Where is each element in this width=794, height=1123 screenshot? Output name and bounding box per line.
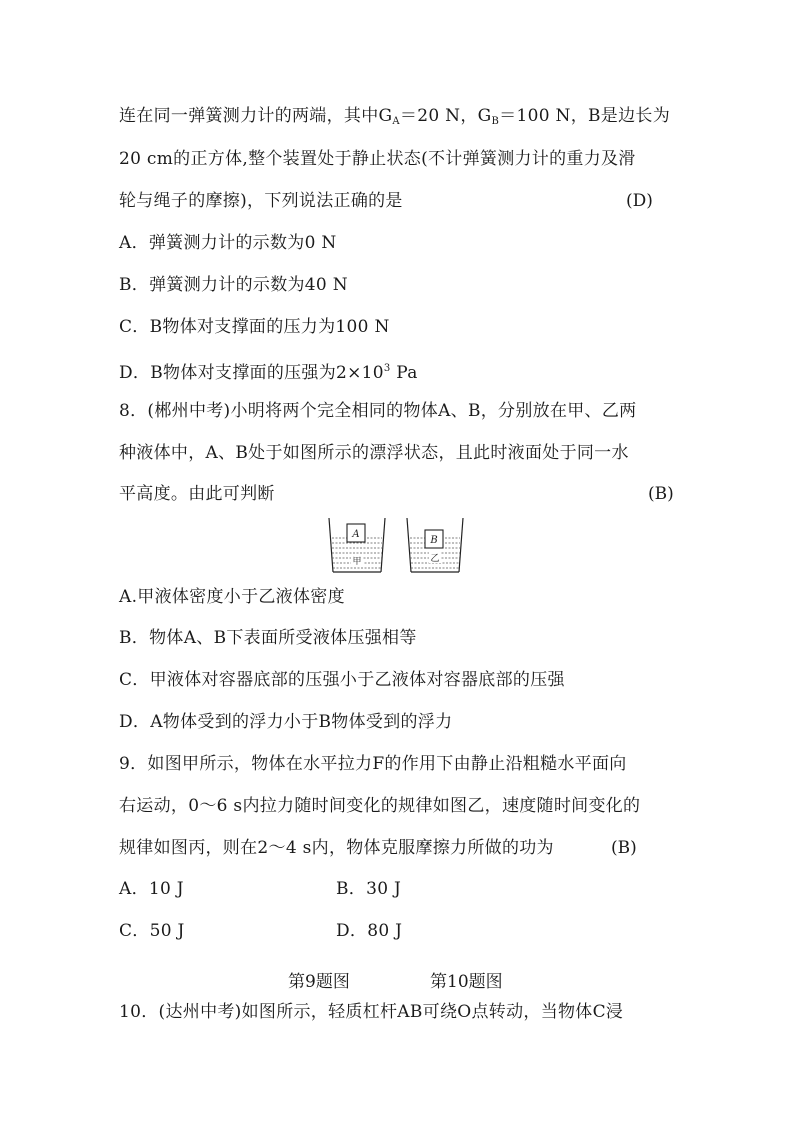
q10-line-1: 10．(达州中考)如图所示，轻质杠杆AB可绕O点转动，当物体C浸	[119, 1002, 624, 1022]
q7-answer: (D)	[626, 191, 653, 211]
caption-fig10: 第10题图	[430, 972, 503, 992]
block-b-label: B	[430, 535, 438, 546]
q7-option-d: D．B物体对支撑面的压强为$2\times 10^3$ Pa	[119, 363, 418, 383]
q8-option-d: D．A物体受到的浮力小于B物体受到的浮力	[119, 712, 453, 732]
q7-option-c: C．B物体对支撑面的压力为100 N	[119, 317, 390, 337]
q9-line-1: 9．如图甲所示，物体在水平拉力F的作用下由静止沿粗糙水平面向	[119, 754, 627, 774]
q9-line-3: 规律如图丙，则在2～4 s内，物体克服摩擦力所做的功为	[119, 838, 554, 858]
q7-option-b: B．弹簧测力计的示数为40 N	[119, 275, 348, 295]
q8-option-b: B．物体A、B下表面所受液体压强相等	[119, 628, 417, 648]
q7-line-1: 连在同一弹簧测力计的两端，其中$G_A=20$ N，$G_B=100$ N，B是边长为	[119, 106, 670, 127]
block-a-label: A	[352, 529, 360, 540]
q8-line-3: 平高度。由此可判断	[119, 484, 275, 504]
caption-fig9: 第9题图	[288, 972, 350, 992]
q7-option-a: A．弹簧测力计的示数为0 N	[119, 233, 337, 253]
q8-figure	[327, 514, 467, 576]
liquid-right-label: 乙	[430, 554, 440, 564]
q8-option-c: C．甲液体对容器底部的压强小于乙液体对容器底部的压强	[119, 670, 565, 690]
q8-line-2: 种液体中，A、B处于如图所示的漂浮状态，且此时液面处于同一水	[119, 443, 629, 463]
q9-option-b: B．30 J	[336, 879, 402, 899]
q8-answer: (B)	[648, 484, 674, 504]
q7-line-3: 轮与绳子的摩擦)，下列说法正确的是	[119, 191, 403, 211]
q8-line-1: 8．(郴州中考)小明将两个完全相同的物体A、B，分别放在甲、乙两	[119, 401, 637, 421]
q9-option-d: D．80 J	[336, 921, 403, 941]
liquid-left-label: 甲	[352, 557, 362, 567]
q9-line-2: 右运动，0～6 s内拉力随时间变化的规律如图乙，速度随时间变化的	[119, 796, 641, 816]
q9-option-a: A．10 J	[119, 879, 184, 899]
q8-figure-svg	[327, 514, 467, 576]
q9-option-c: C．50 J	[119, 921, 185, 941]
q8-option-a: A.甲液体密度小于乙液体密度	[119, 587, 345, 607]
q9-answer: (B)	[611, 838, 637, 858]
q7-line-2: 20 cm的正方体,整个装置处于静止状态(不计弹簧测力计的重力及滑	[119, 149, 636, 169]
container-left	[329, 518, 385, 572]
container-right	[407, 518, 463, 572]
